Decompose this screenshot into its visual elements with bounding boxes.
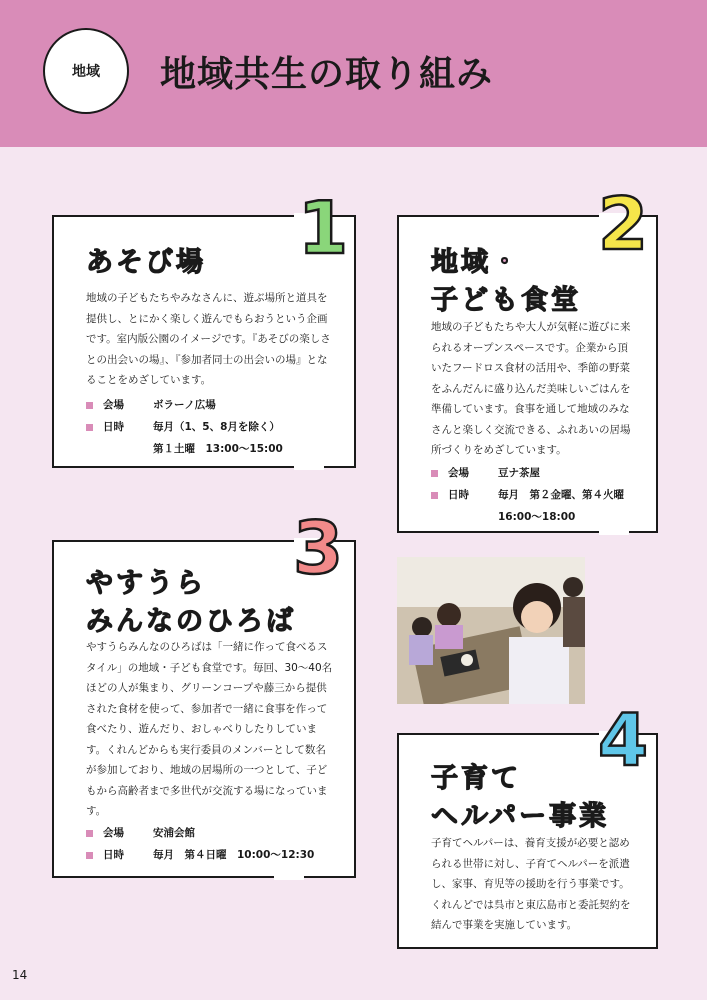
card-body: 子育てヘルパーは、養育支援が必要と認められる世帯に対し、子育てヘルパーを派遣し、家事、育児等の援助を行う事業です。くれんどでは呉市と東広島市と委託契約を結んで事業を実施しています。 (431, 837, 631, 931)
venue-row (86, 822, 314, 844)
page-title: 地域共生の取り組み (160, 54, 494, 95)
card-title-line: ヘルパー事業 (431, 801, 610, 832)
card-number-1: 1 (298, 186, 349, 270)
card-title-line: 地域・ (431, 247, 521, 278)
card-title-line: 子育て (431, 763, 521, 794)
children-dining-photo (397, 557, 585, 704)
date-row (86, 416, 283, 438)
venue-label: 会場 (103, 399, 124, 411)
venue-label: 会場 (448, 467, 469, 479)
venue-value: 豆ナ茶屋 (498, 467, 540, 479)
venue-label: 会場 (103, 827, 124, 839)
date-label: 日時 (103, 421, 124, 433)
date-row-2 (86, 438, 283, 460)
date-label: 日時 (448, 489, 469, 501)
event-info (86, 394, 283, 460)
bullet-square (86, 424, 93, 431)
bullet-square (86, 402, 93, 409)
card-title (431, 244, 581, 320)
card-title-line: 子ども食堂 (431, 285, 581, 316)
date-value: 毎月（1、5、8月を除く） (153, 421, 280, 433)
venue-value: 安浦会館 (153, 827, 195, 839)
bullet-square (86, 830, 93, 837)
card-title (86, 565, 296, 641)
date-row-2 (431, 506, 624, 528)
venue-row (86, 394, 283, 416)
event-info (431, 462, 624, 528)
card-body: 地域の子どもたちやみなさんに、遊ぶ場所と道具を提供し、とにかく楽しく遊んでもらおうという企画です。室内版公園のイメージです。『あそびの楽しさとの出会いの場』、『参加者同士の出会いの場』となることをめざしています。 (86, 292, 331, 386)
card-title (431, 760, 609, 836)
bullet-square (431, 470, 438, 477)
date-label: 日時 (103, 849, 124, 861)
date-value-2: 16:00〜18:00 (498, 511, 576, 523)
date-row (431, 484, 624, 506)
venue-value: ボラーノ広場 (153, 399, 216, 411)
date-value-2: 第１土曜 13:00〜15:00 (153, 443, 283, 455)
card-body: 地域の子どもたちや大人が気軽に遊びに来られるオープンスペースです。企業から頂いたフードロス食材の活用や、季節の野菜をふんだんに盛り込んだ美味しいごはんを準備しています。食事を通して地域のみなさんと楽しく交流できる、ふれあいの居場所づくりをめざしています。 (431, 321, 631, 456)
date-value: 毎月 第２金曜、第４火曜 (498, 489, 624, 501)
card-title-line: あそび場 (86, 247, 206, 278)
date-row (86, 844, 314, 866)
card-title (86, 244, 206, 282)
card-title-line: みんなのひろば (86, 606, 296, 637)
photo-illustration (397, 557, 585, 704)
bullet-square (431, 492, 438, 499)
page-header (0, 0, 707, 147)
venue-row (431, 462, 624, 484)
card-body: やすうらみんなのひろばは「一緒に作って食べるスタイル」の地域・子ども食堂です。毎回、30〜40名ほどの人が集まり、グリーンコープや藤三から提供された食材を使って、参加者で一緒に食事を作って食べたり、遊んだり、おしゃべりしたりしています。くれんどからも実行委員のメンバーとして数名が参加しており、地域の居場所の一つとして、子どもから高齢者まで多世代が交流する場になっています。 (86, 641, 333, 817)
card-title-line: やすうら (86, 568, 206, 599)
category-badge: 地域 (43, 28, 129, 114)
card-number-3: 3 (293, 506, 344, 590)
card-number-4: 4 (598, 698, 649, 782)
card-number-2: 2 (598, 182, 649, 266)
bullet-square (86, 852, 93, 859)
page-number: 14 (12, 968, 28, 982)
event-info (86, 822, 314, 866)
date-value: 毎月 第４日曜 10:00〜12:30 (153, 849, 315, 861)
